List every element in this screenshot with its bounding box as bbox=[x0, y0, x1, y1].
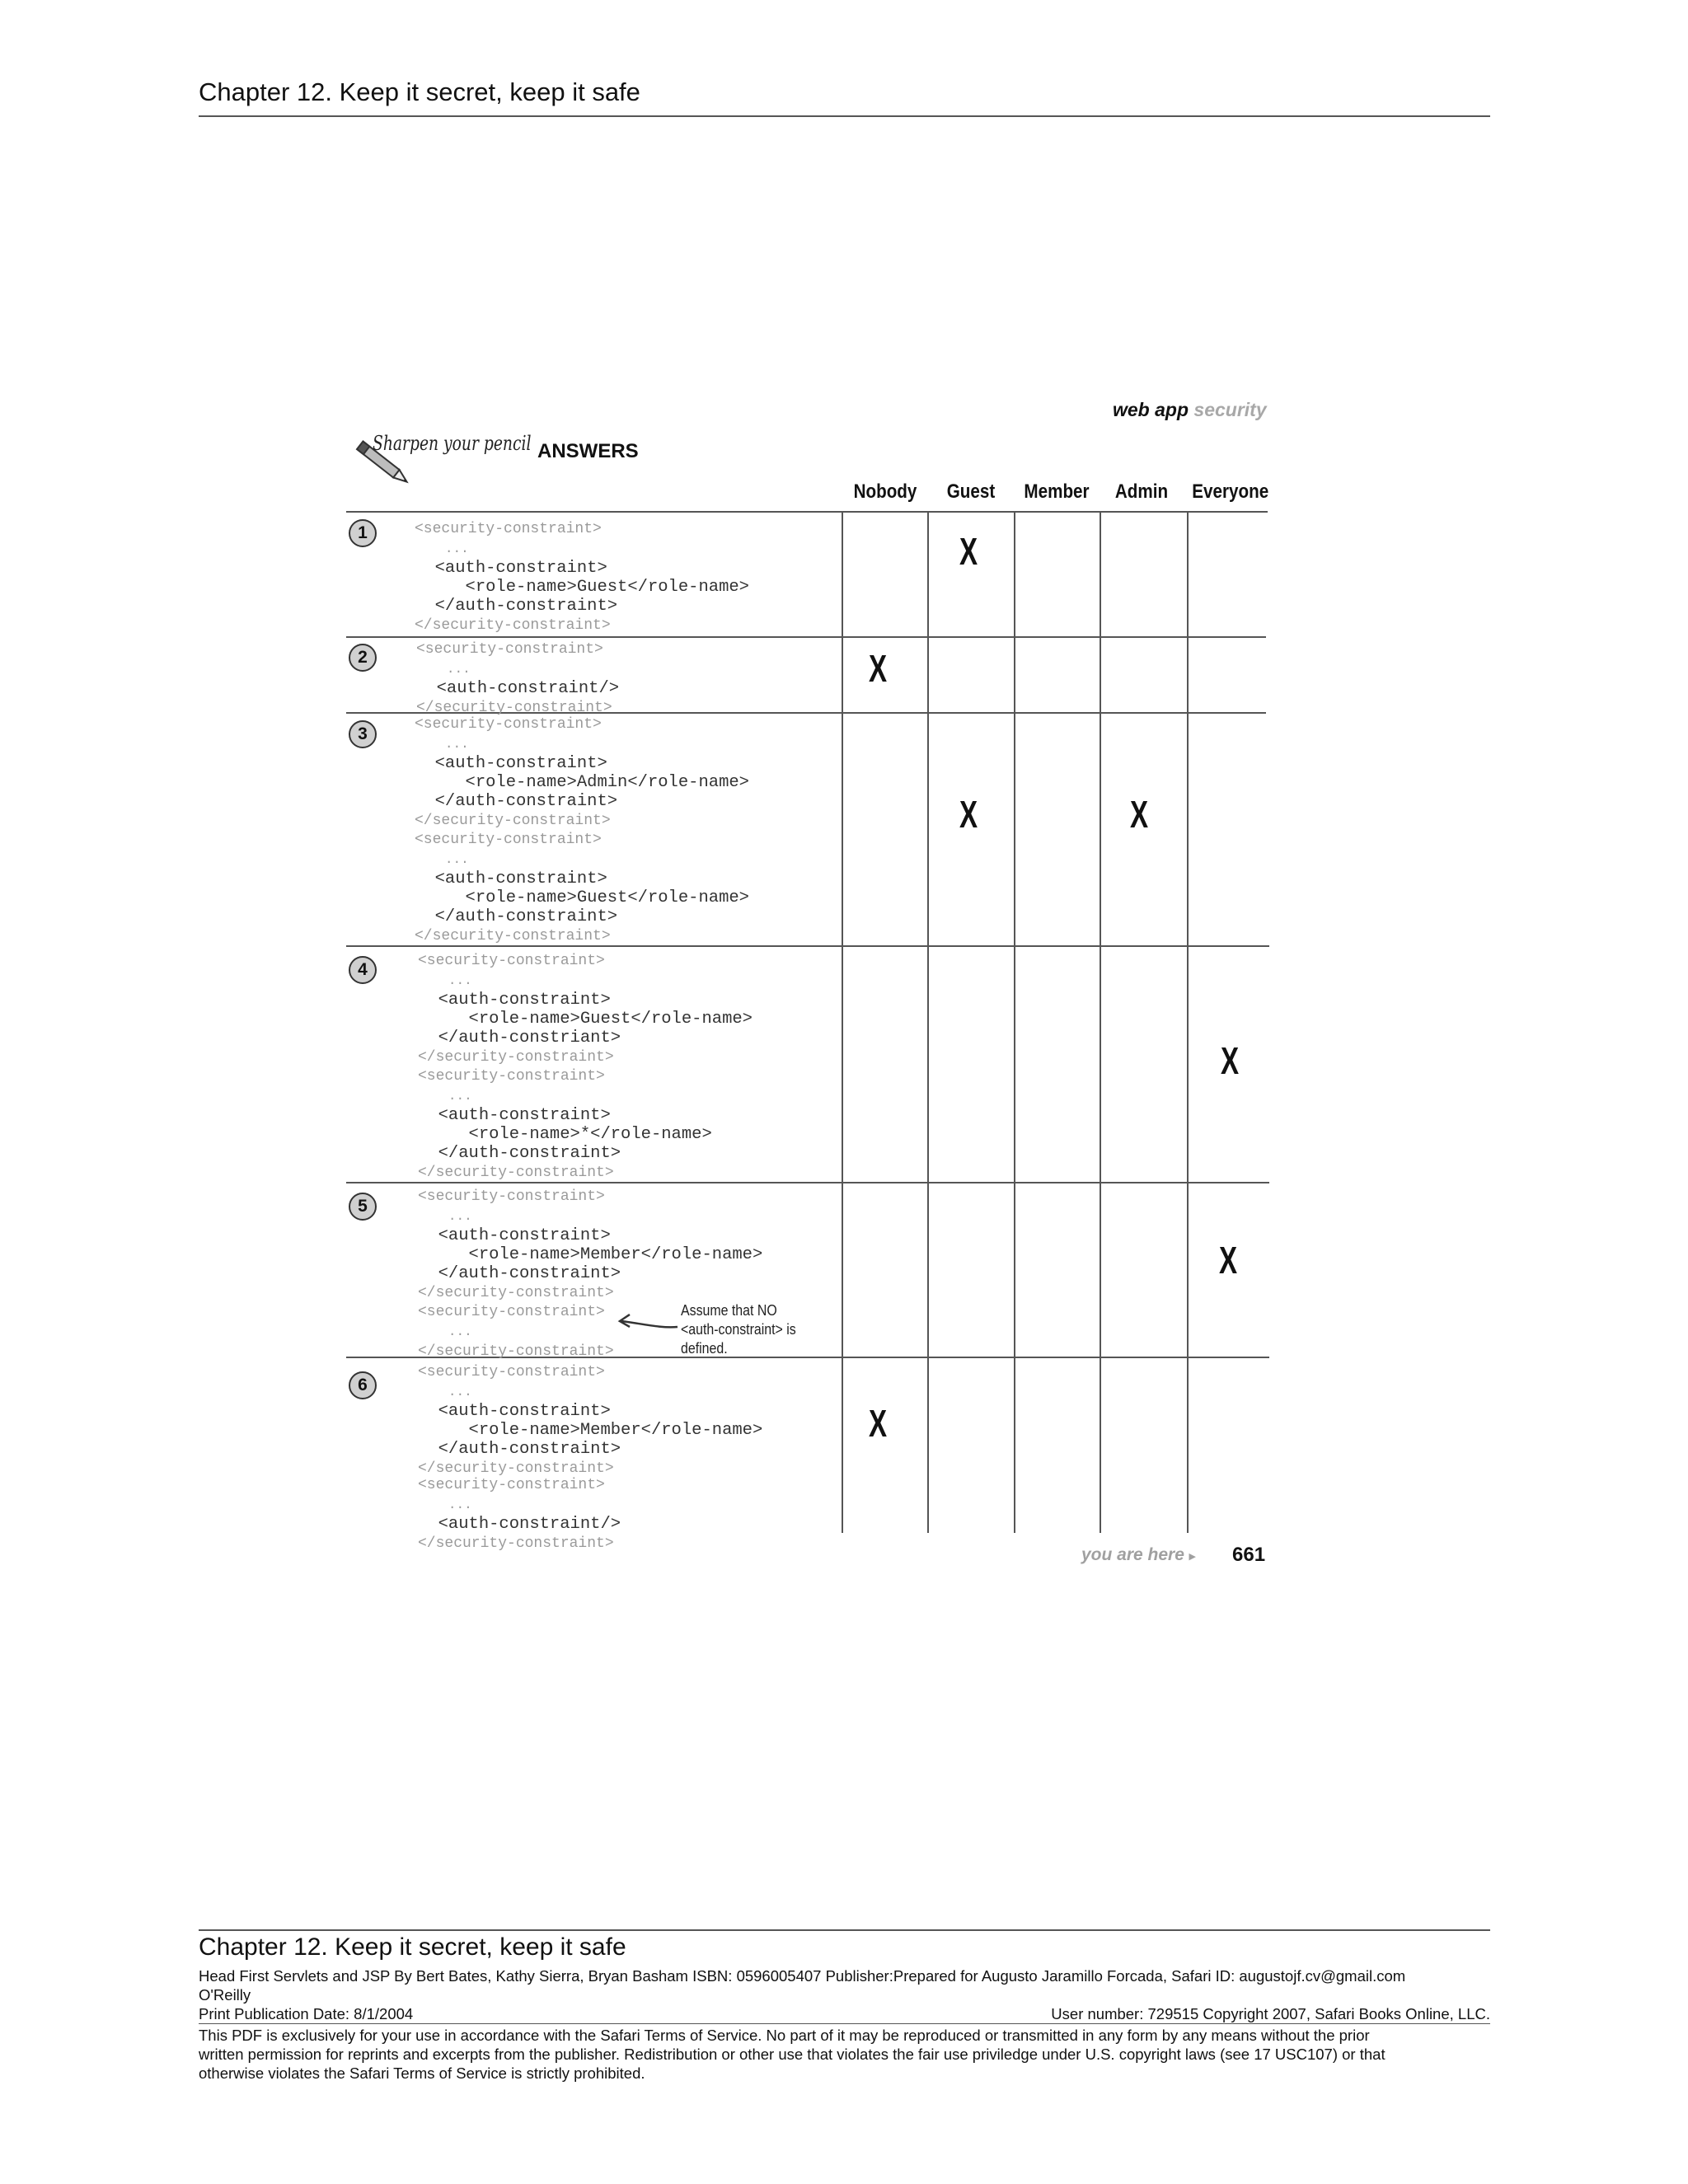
column-header-nobody: Nobody bbox=[853, 480, 917, 503]
column-header-guest: Guest bbox=[946, 480, 996, 503]
footer-notice-1: This PDF is exclusively for your use in accordance with the Safari Terms of Service. No part of it may be reproduced or transmitted in any form by any means without the prior bbox=[199, 2027, 1370, 2044]
arrow-icon bbox=[617, 1310, 679, 1333]
code-block-5a: <security-constraint> ... <auth-constraint> <role-name>Member</role-name> </auth-constraint> </security-constraint> bbox=[418, 1188, 763, 1301]
header-rule bbox=[199, 115, 1490, 117]
column-divider bbox=[927, 511, 929, 1533]
code-block-6a: <security-constraint> ... <auth-constraint> <role-name>Member</role-name> </auth-constraint> </security-constraint> bbox=[418, 1364, 763, 1477]
answer-mark: X bbox=[1220, 1039, 1240, 1082]
footer-chapter-title: Chapter 12. Keep it secret, keep it safe bbox=[199, 1933, 626, 1961]
row-number-1: 1 bbox=[349, 519, 377, 547]
row-number-6: 6 bbox=[349, 1371, 377, 1399]
answers-label: ANSWERS bbox=[537, 440, 639, 462]
triangle-right-icon: ▸ bbox=[1189, 1549, 1196, 1563]
column-header-member: Member bbox=[1024, 480, 1090, 503]
code-block-4b: <security-constraint> ... <auth-constraint> <role-name>*</role-name> </auth-constraint> </security-constraint> bbox=[418, 1068, 712, 1181]
column-header-admin: Admin bbox=[1114, 480, 1169, 503]
column-divider bbox=[1100, 511, 1101, 1533]
row-number-5: 5 bbox=[349, 1193, 377, 1221]
code-block-4a: <security-constraint> ... <auth-constraint> <role-name>Guest</role-name> </auth-constriant> </security-constraint> bbox=[418, 953, 753, 1066]
code-block-3a: <security-constraint> ... <auth-constraint> <role-name>Admin</role-name> </auth-constraint> </security-constraint> bbox=[415, 716, 749, 829]
code-block-1: <security-constraint> ... <auth-constraint> <role-name>Guest</role-name> </auth-constraint> </security-constraint> bbox=[415, 521, 749, 634]
answer-mark: X bbox=[868, 1402, 888, 1445]
footer-user-line: User number: 729515 Copyright 2007, Safari Books Online, LLC. bbox=[1051, 2005, 1490, 2022]
you-are-here-label: you are here ▸ bbox=[1081, 1545, 1196, 1564]
row-number-2: 2 bbox=[349, 644, 377, 672]
row-number-3: 3 bbox=[349, 720, 377, 748]
column-divider bbox=[842, 511, 843, 1533]
row-divider bbox=[346, 636, 1266, 638]
annotation-note: Assume that NO <auth-constraint> is defined. bbox=[681, 1301, 796, 1357]
code-block-6b: <security-constraint> ... <auth-constraint/> </security-constraint> bbox=[418, 1477, 621, 1552]
section-bold: web app bbox=[1113, 399, 1189, 420]
footer-notice-3: otherwise violates the Safari Terms of Service is strictly prohibited. bbox=[199, 2064, 645, 2082]
answer-mark: X bbox=[1129, 793, 1149, 836]
answer-mark: X bbox=[868, 647, 888, 690]
sharpen-label: Sharpen your pencil bbox=[373, 432, 532, 455]
column-header-everyone: Everyone bbox=[1192, 480, 1269, 503]
section-gray: security bbox=[1193, 399, 1267, 420]
answer-mark: X bbox=[1218, 1239, 1238, 1282]
answer-mark: X bbox=[959, 793, 978, 836]
code-block-2: <security-constraint> ... <auth-constraint/> </security-constraint> bbox=[416, 641, 620, 716]
table-top-rule bbox=[346, 511, 1268, 513]
column-divider bbox=[1014, 511, 1015, 1533]
footer-pub-date: Print Publication Date: 8/1/2004 bbox=[199, 2005, 414, 2022]
footer-publisher: O'Reilly bbox=[199, 1986, 251, 2004]
page-number: 661 bbox=[1232, 1544, 1266, 1566]
code-block-3b: <security-constraint> ... <auth-constraint> <role-name>Guest</role-name> </auth-constraint> </security-constraint> bbox=[415, 832, 749, 944]
chapter-title: Chapter 12. Keep it secret, keep it safe bbox=[199, 77, 640, 106]
code-block-5b: <security-constraint> ... </security-constraint> bbox=[418, 1304, 614, 1360]
column-divider bbox=[1187, 511, 1189, 1533]
row-number-4: 4 bbox=[349, 956, 377, 984]
footer-rule bbox=[199, 1929, 1490, 1931]
answer-mark: X bbox=[959, 530, 978, 573]
footer-rule-2 bbox=[199, 2023, 1490, 2024]
footer-notice-2: written permission for reprints and excerpts from the publisher. Redistribution or other use that violates the fair use priviledge under U.S. copyright laws (see 17 USC107) or that bbox=[199, 2046, 1386, 2063]
footer-book-line: Head First Servlets and JSP By Bert Bates, Kathy Sierra, Bryan Basham ISBN: 0596005407 Publisher:Prepared for Augusto Jaramillo Forcada, Safari ID: augustojf.cv@gmail.com bbox=[199, 1967, 1406, 1985]
book-section-label bbox=[1113, 399, 1267, 421]
